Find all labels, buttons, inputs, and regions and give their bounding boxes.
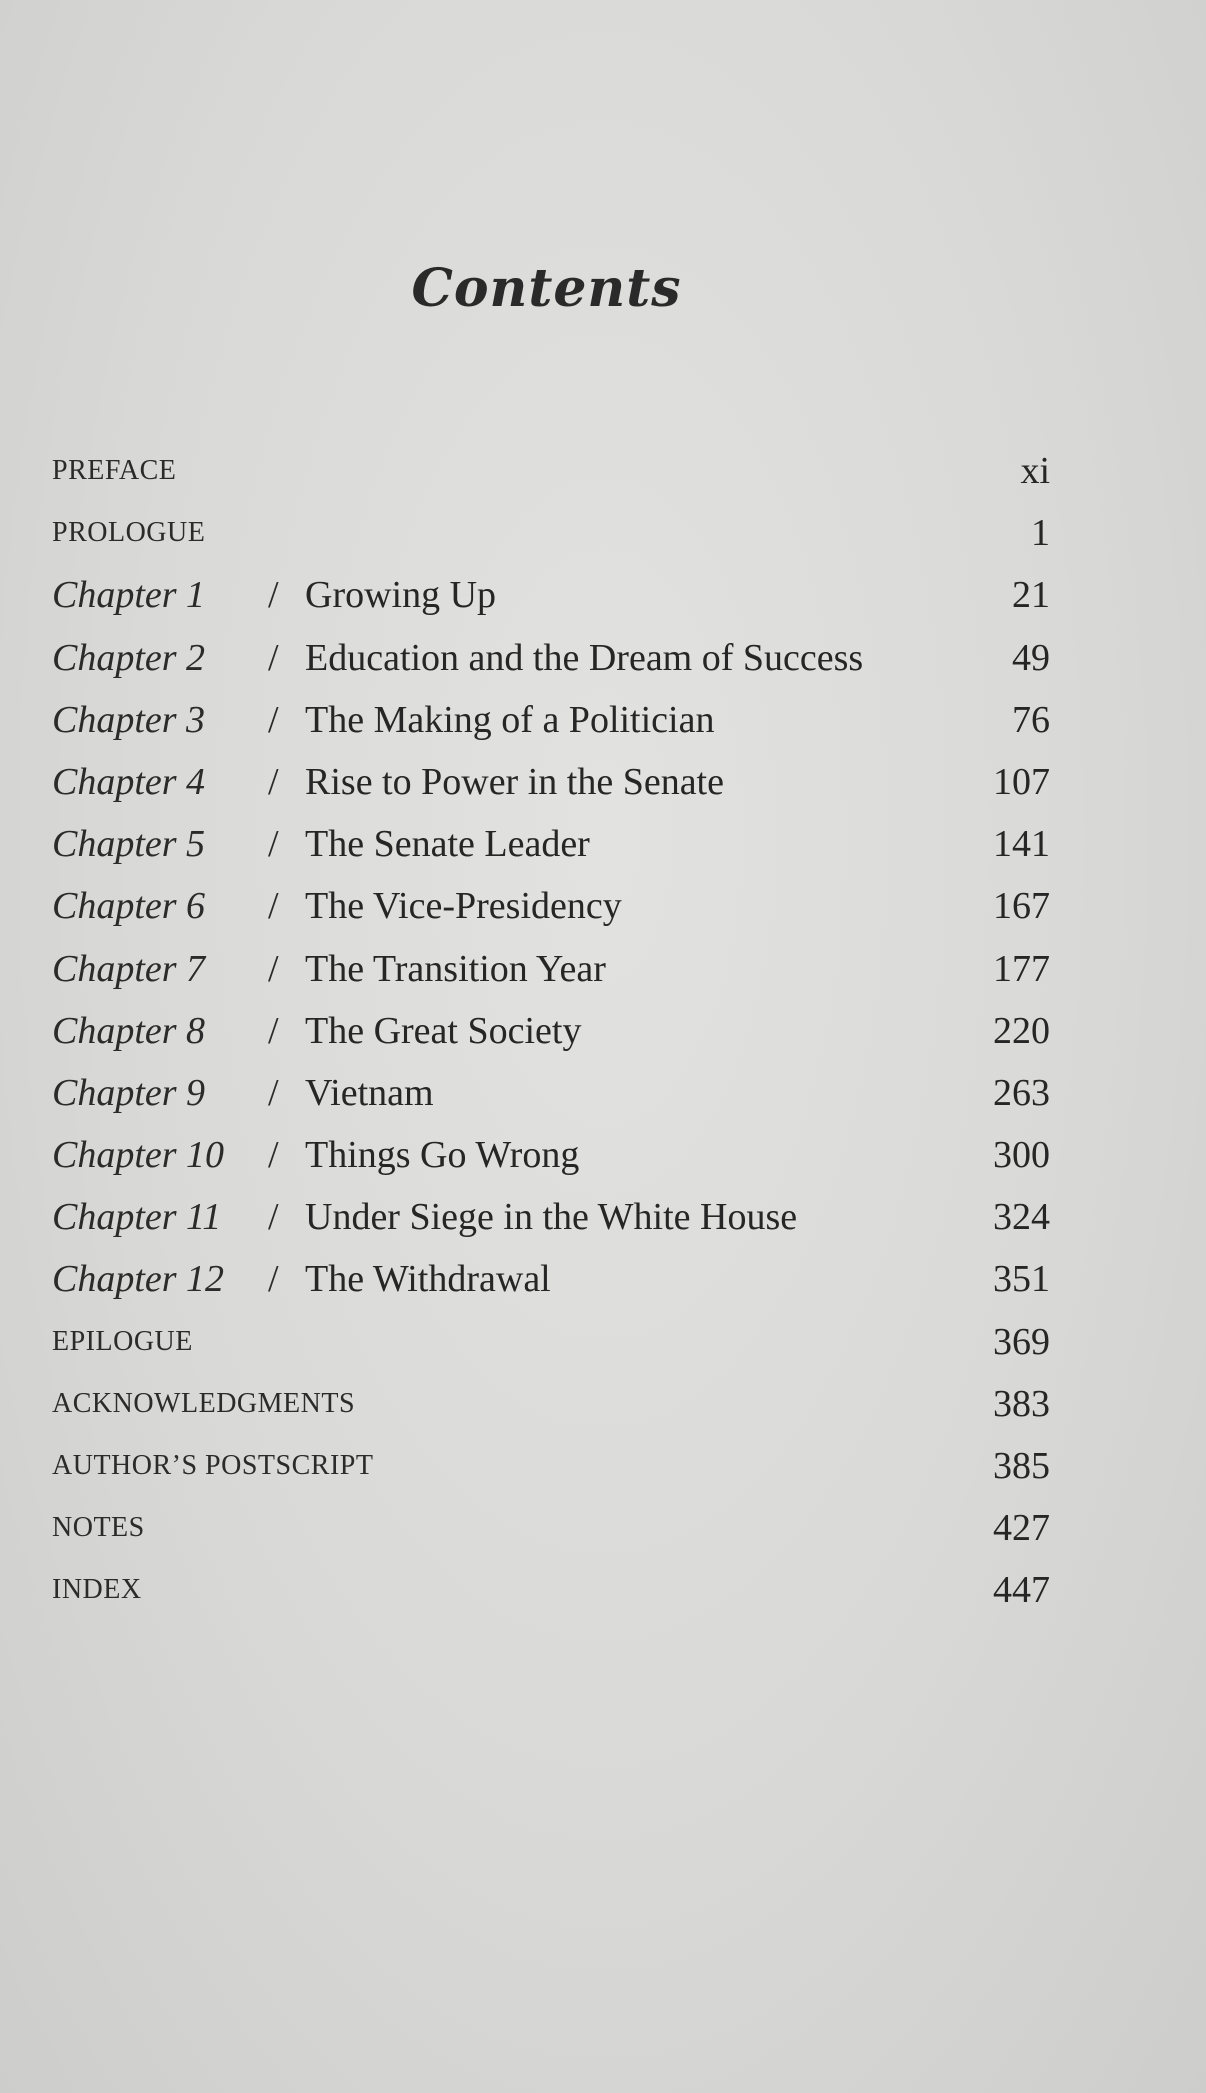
chapter-title: Education and the Dream of Success xyxy=(305,636,864,679)
toc-entry-chapter-3 xyxy=(50,689,1050,751)
toc-entry-chapter-7 xyxy=(50,938,1050,1000)
page-number: xi xyxy=(1020,450,1050,492)
chapter-title: Under Siege in the White House xyxy=(305,1196,798,1239)
chapter-label: Chapter 12 xyxy=(52,1258,225,1301)
toc-entry-acknowledgments xyxy=(50,1373,1050,1435)
chapter-label: Chapter 7 xyxy=(52,947,206,990)
separator: / xyxy=(268,698,279,741)
page-number: 1 xyxy=(1031,512,1050,555)
chapter-label: Chapter 3 xyxy=(52,698,206,741)
chapter-title: Growing Up xyxy=(305,574,497,617)
page-number: 107 xyxy=(993,760,1050,803)
separator: / xyxy=(268,636,279,679)
chapter-title: The Great Society xyxy=(305,1009,582,1052)
toc-entry-index xyxy=(50,1559,1050,1621)
separator: / xyxy=(268,1196,279,1239)
entry-label: EPILOGUE xyxy=(52,1325,193,1357)
chapter-title: The Senate Leader xyxy=(305,823,590,866)
chapter-label: Chapter 4 xyxy=(52,760,206,803)
page-number: 21 xyxy=(1012,574,1050,617)
page-number: 383 xyxy=(993,1382,1050,1425)
page-number: 447 xyxy=(993,1569,1050,1612)
separator: / xyxy=(268,1009,279,1052)
separator: / xyxy=(268,823,279,866)
chapter-label: Chapter 10 xyxy=(52,1134,225,1177)
page-number: 300 xyxy=(993,1134,1050,1177)
chapter-title: The Vice-Presidency xyxy=(305,885,622,928)
page-number: 324 xyxy=(993,1196,1050,1239)
separator: / xyxy=(268,1071,279,1114)
entry-label: ACKNOWLEDGMENTS xyxy=(52,1387,356,1419)
toc-entry-chapter-11 xyxy=(50,1186,1050,1248)
chapter-label: Chapter 2 xyxy=(52,636,206,679)
chapter-label: Chapter 5 xyxy=(52,823,206,866)
toc-entry-chapter-4 xyxy=(50,751,1050,813)
separator: / xyxy=(268,885,279,928)
toc-entry-prologue xyxy=(50,502,1050,564)
chapter-label: Chapter 1 xyxy=(52,574,206,617)
separator: / xyxy=(268,574,279,617)
toc-entry-chapter-6 xyxy=(50,875,1050,937)
page-number: 177 xyxy=(993,947,1050,990)
chapter-title: Things Go Wrong xyxy=(305,1134,580,1177)
toc-entry-preface xyxy=(50,440,1050,502)
entry-label: AUTHOR’S POSTSCRIPT xyxy=(52,1450,374,1481)
chapter-title: The Withdrawal xyxy=(305,1258,551,1301)
page-number: 220 xyxy=(993,1009,1050,1052)
chapter-label: Chapter 11 xyxy=(52,1196,222,1239)
toc-entry-chapter-12 xyxy=(50,1248,1050,1310)
chapter-title: Rise to Power in the Senate xyxy=(305,760,724,803)
toc-entry-chapter-5 xyxy=(50,813,1050,875)
chapter-label: Chapter 9 xyxy=(52,1071,206,1114)
toc-entry-epilogue xyxy=(50,1311,1050,1373)
toc-entry-chapter-1 xyxy=(50,564,1050,626)
entry-label: PROLOGUE xyxy=(52,517,206,549)
toc-entry-chapter-8 xyxy=(50,1000,1050,1062)
toc-entry-authors-postscript xyxy=(50,1435,1050,1497)
page-number: 167 xyxy=(993,885,1050,928)
toc-entry-notes xyxy=(50,1497,1050,1559)
entry-label: NOTES xyxy=(52,1512,145,1544)
page-number: 351 xyxy=(993,1258,1050,1301)
entry-label: PREFACE xyxy=(52,455,177,486)
separator: / xyxy=(268,760,279,803)
table-of-contents xyxy=(50,440,1050,1622)
separator: / xyxy=(268,1258,279,1301)
page-number: 141 xyxy=(993,823,1050,866)
chapter-title: Vietnam xyxy=(305,1071,434,1114)
chapter-label: Chapter 6 xyxy=(52,885,206,928)
page-number: 385 xyxy=(993,1445,1050,1487)
separator: / xyxy=(268,947,279,990)
chapter-title: The Making of a Politician xyxy=(305,698,715,741)
toc-entry-chapter-2 xyxy=(50,627,1050,689)
toc-entry-chapter-10 xyxy=(50,1124,1050,1186)
chapter-title: The Transition Year xyxy=(305,947,606,990)
page-number: 369 xyxy=(993,1320,1050,1363)
page-number: 263 xyxy=(993,1071,1050,1114)
chapter-label: Chapter 8 xyxy=(52,1009,206,1052)
page-number: 427 xyxy=(993,1507,1050,1550)
page-number: 76 xyxy=(1012,698,1050,741)
page-title: Contents xyxy=(411,258,682,319)
separator: / xyxy=(268,1134,279,1177)
entry-label: INDEX xyxy=(52,1574,142,1606)
toc-entry-chapter-9 xyxy=(50,1062,1050,1124)
page-number: 49 xyxy=(1012,636,1050,679)
